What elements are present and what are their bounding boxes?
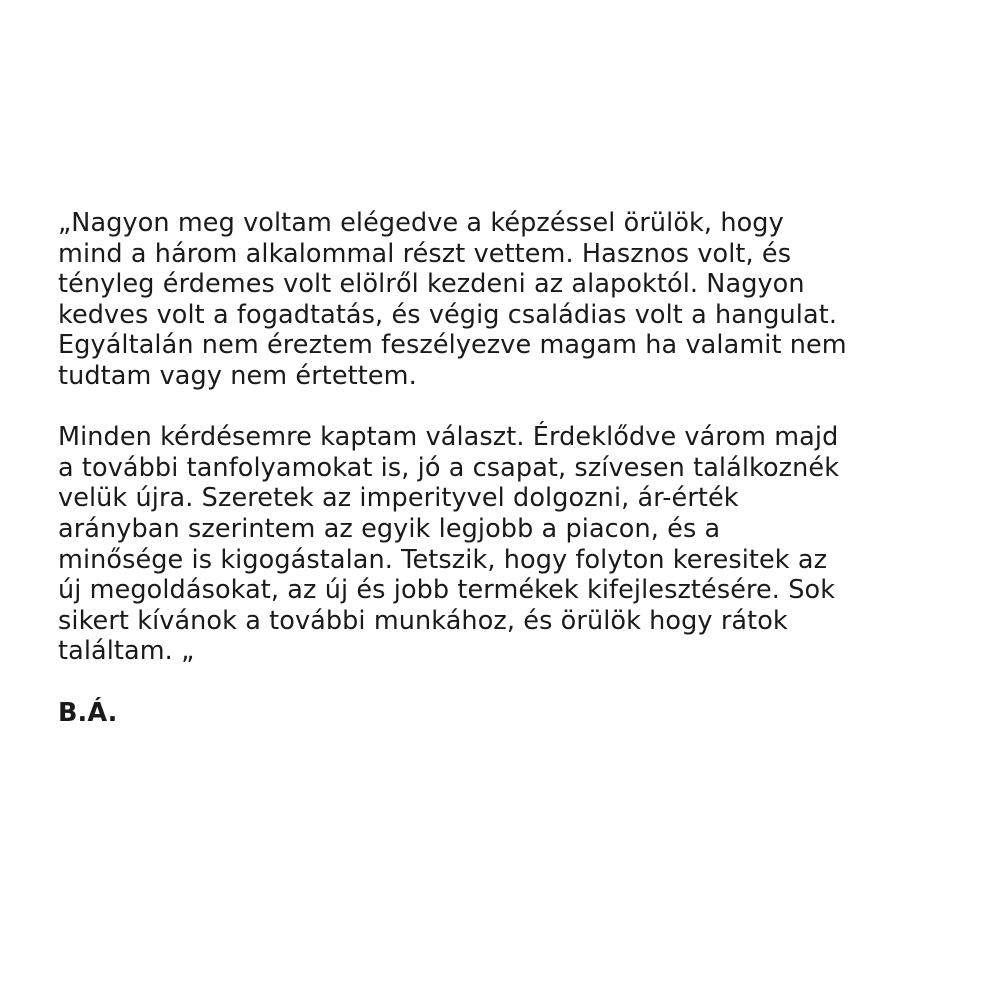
testimonial-paragraph-2 <box>58 422 993 667</box>
signature: B.Á. <box>58 697 118 728</box>
text-line: tudtam vagy nem értettem. <box>58 360 417 391</box>
text-line: tényleg érdemes volt elölről kezdeni az alapoktól. Nagyon <box>58 269 805 300</box>
text-line: Egyáltalán nem éreztem feszélyezve magam ha valamit nem <box>58 330 847 361</box>
text-line: mind a három alkalommal részt vettem. Hasznos volt, és <box>58 238 792 269</box>
testimonial-block <box>58 208 993 728</box>
text-line: kedves volt a fogadtatás, és végig családias volt a hangulat. <box>58 299 838 330</box>
testimonial-paragraph-1 <box>58 208 993 392</box>
text-line: „Nagyon meg voltam elégedve a képzéssel örülök, hogy <box>58 208 784 238</box>
text-line: sikert kívánok a további munkához, és örülök hogy rátok <box>58 605 788 636</box>
text-line: velük újra. Szeretek az imperityvel dolgozni, ár-érték <box>58 483 739 514</box>
text-line: új megoldásokat, az új és jobb termékek kifejlesztésére. Sok <box>58 575 836 606</box>
text-line: a további tanfolyamokat is, jó a csapat, szívesen találkoznék <box>58 452 840 483</box>
text-line: Minden kérdésemre kaptam választ. Érdeklődve várom majd <box>58 422 839 453</box>
text-line: minősége is kigogástalan. Tetszik, hogy folyton keresitek az <box>58 544 828 575</box>
text-line: arányban szerintem az egyik legjobb a piacon, és a <box>58 513 721 544</box>
text-line: találtam. „ <box>58 636 195 667</box>
